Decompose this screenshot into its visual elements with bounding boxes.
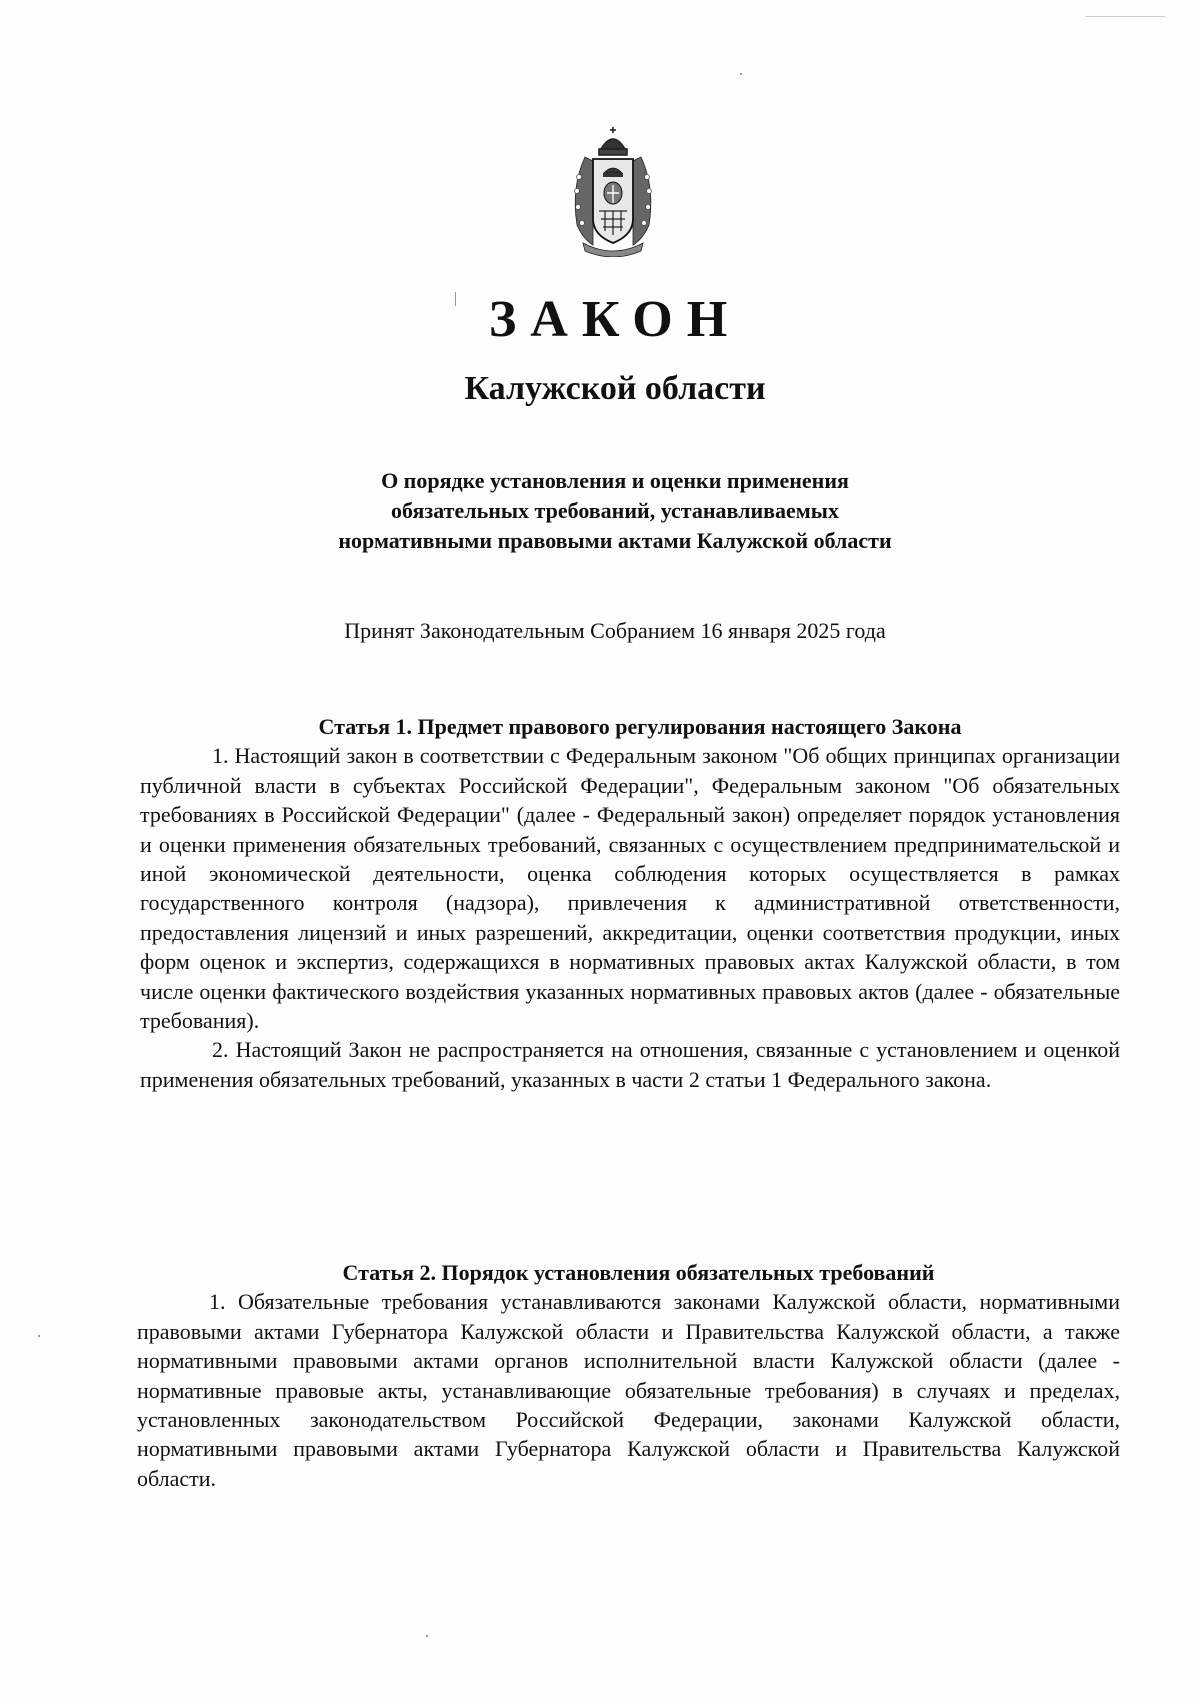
article-heading: Статья 2. Порядок установления обязательных требований bbox=[342, 1260, 935, 1285]
scan-speck bbox=[455, 292, 456, 306]
article-paragraph: 2. Настоящий Закон не распространяется на отношения, связанные с установлением и оценкой применения обязательных требований, указанных в части 2 статьи 1 Федерального закона. bbox=[140, 1037, 1120, 1092]
article-paragraph: 1. Обязательные требования устанавливаются законами Калужской области, нормативными правовыми актами Губернатора Калужской области и Правительства Калужской области, а также нормативными правовыми актами органов исполнительной власти Калужской области (далее - нормативные правовые акты, устанавливающие обязательные требования) в случаях и пределах, установленных законодательством Российской Федерации, законами Калужской области, нормативными правовыми актами Губернатора Калужской области и Правительства Калужской области. bbox=[137, 1289, 1120, 1491]
subject-line: О порядке установления и оценки применения bbox=[381, 468, 849, 493]
subject-line: нормативными правовыми актами Калужской области bbox=[338, 528, 892, 553]
scan-speck bbox=[740, 73, 742, 75]
region-name: Калужской области bbox=[464, 370, 766, 407]
adoption-note: Принят Законодательным Собранием 16 января 2025 года bbox=[344, 618, 886, 643]
article-heading: Статья 1. Предмет правового регулирования настоящего Закона bbox=[318, 714, 962, 739]
article-paragraph: 1. Настоящий закон в соответствии с Федеральным законом "Об общих принципах организации публичной власти в субъектах Российской Федерации", Федеральным законом "Об обязательных требованиях в Российской Федерации" (далее - Федеральный закон) определяет порядок установления и оценки применения обязательных требований, связанных с осуществлением предпринимательской и иной экономической деятельности, оценка соблюдения которых осуществляется в рамках государственного контроля (надзора), привлечения к административной ответственности, предоставления лицензий и иных разрешений, аккредитации, оценки соответствия продукции, иных форм оценок и экспертиз, содержащихся в нормативных правовых актах Калужской области, в том числе оценки фактического воздействия указанных нормативных правовых актов (далее - обязательные требования). bbox=[140, 743, 1120, 1034]
scan-speck bbox=[426, 1635, 428, 1637]
scan-speck bbox=[38, 1335, 40, 1337]
coat-of-arms-icon bbox=[563, 127, 663, 257]
article-2 bbox=[137, 1258, 1120, 1493]
law-title: ЗАКОН bbox=[488, 291, 742, 348]
law-subject bbox=[0, 466, 1200, 556]
article-1 bbox=[140, 712, 1120, 1094]
scan-speck bbox=[1085, 16, 1165, 17]
subject-line: обязательных требований, устанавливаемых bbox=[391, 498, 839, 523]
